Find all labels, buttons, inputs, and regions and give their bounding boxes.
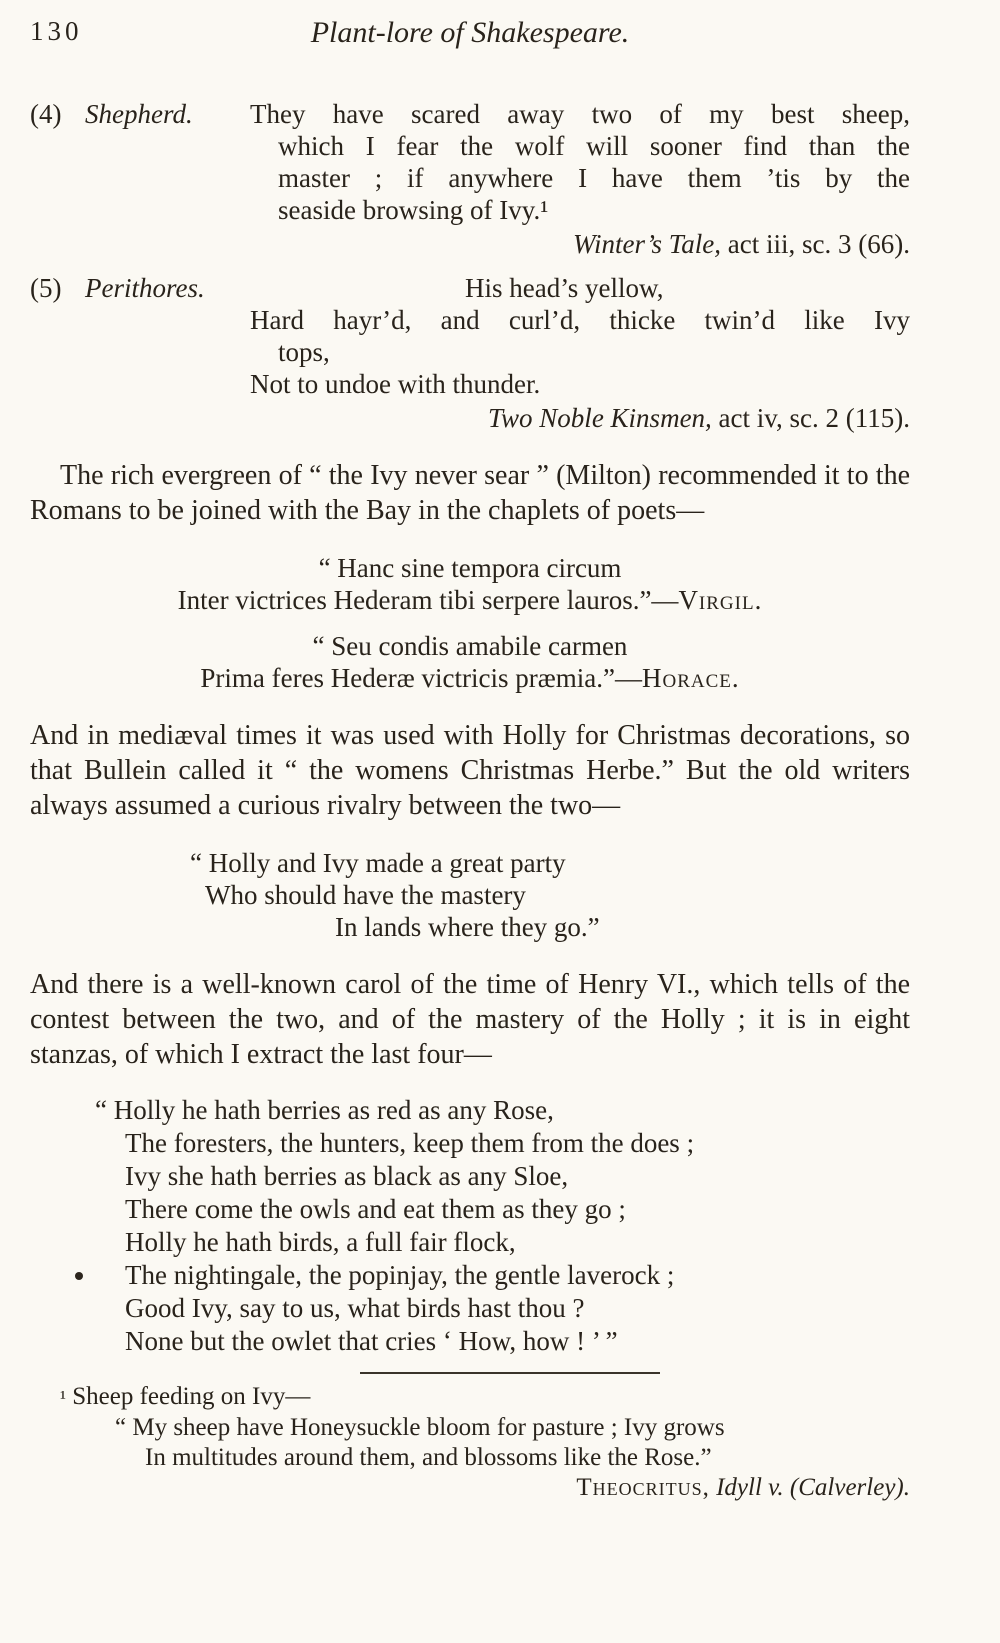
carol-line: None but the owlet that cries ‘ How, how ! ’ ” (125, 1326, 618, 1356)
latin-line (30, 584, 910, 616)
source-citation (30, 228, 910, 260)
quotation-5 (30, 272, 910, 400)
speaker-name: Perithores. (85, 273, 205, 303)
latin-line: “ Seu condis amabile carmen (312, 631, 628, 661)
carol-verse (95, 1094, 910, 1358)
footnote-marker: ¹ (60, 1387, 66, 1409)
page-header (30, 16, 910, 64)
footnote (30, 1382, 910, 1503)
verse-line: In lands where they go.” (335, 912, 600, 942)
footnote-line: “ My sheep have Honeysuckle bloom for pasture ; Ivy grows (115, 1414, 725, 1441)
source-detail: act iii, sc. 3 (66). (721, 229, 910, 259)
latin-line-text: Prima feres Hederæ victricis præmia.”— (200, 663, 642, 693)
footnote-intro (60, 1382, 910, 1413)
carol-line: The foresters, the hunters, keep them from the does ; (125, 1128, 695, 1158)
footnote-intro-text: Sheep feeding on Ivy— (66, 1383, 311, 1410)
verse-line: “ Holly and Ivy made a great party (190, 848, 566, 878)
footnote-line: In multitudes around them, and blossoms like the Rose.” (145, 1444, 712, 1471)
paragraph: The rich evergreen of “ the Ivy never sear ” (Milton) recommended it to the Romans to be joined with the Bay in the chaplets of poets— (30, 460, 910, 526)
quotation-4 (30, 98, 910, 226)
quote-label: (5) (30, 273, 62, 303)
quote-line: master ; if anywhere I have them ’tis by the (278, 163, 910, 193)
quote-line: Not to undoe with thunder. (250, 369, 541, 399)
latin-verse-virgil (30, 552, 910, 616)
footnote-citation (30, 1473, 910, 1503)
quote-line: seaside browsing of Ivy.¹ (278, 195, 549, 225)
source-detail: act iv, sc. 2 (115). (711, 403, 910, 433)
carol-line: Ivy she hath berries as black as any Sloe, (125, 1161, 569, 1191)
carol-line: Good Ivy, say to us, what birds hast thou ? (125, 1293, 585, 1323)
quote-text (250, 272, 910, 400)
source-citation (30, 402, 910, 434)
quote-text (250, 98, 910, 226)
paragraph: And there is a well-known carol of the time of Henry VI., which tells of the contest between the two, and of the mastery of the Holly ; it is in eight stanzas, of which I extract the last four— (30, 969, 910, 1070)
quote-line: They have scared away two of my best sheep, (250, 99, 910, 129)
paragraph: And in mediæval times it was used with Holly for Christmas decorations, so that Bullein called it “ the womens Christmas Herbe.” But the old writers always assumed a curious rivalry between the two— (30, 720, 910, 821)
quote-line: which I fear the wolf will sooner find than the (278, 131, 910, 161)
ink-spot (75, 1272, 83, 1280)
latin-line (30, 662, 910, 694)
latin-line: “ Hanc sine tempora circum (318, 553, 622, 583)
source-title: Two Noble Kinsmen, (488, 403, 712, 433)
carol-line: Holly he hath birds, a full fair flock, (125, 1227, 516, 1257)
footnote-divider (360, 1372, 660, 1374)
latin-verse-horace (30, 630, 910, 694)
carol-line: “ Holly he hath berries as red as any Rose, (95, 1095, 554, 1125)
verse-line: Who should have the mastery (205, 880, 526, 910)
speaker-name: Shepherd. (85, 99, 193, 129)
running-title: Plant-lore of Shakespeare. (310, 16, 630, 49)
author-name: Virgil. (678, 585, 763, 615)
latin-line-text: Inter victrices Hederam tibi serpere lauros.”— (177, 585, 679, 615)
quote-line: tops, (278, 337, 330, 367)
source-title: Winter’s Tale, (573, 229, 722, 259)
footnote-author: Theocritus, (576, 1474, 710, 1501)
footnote-work: Idyll v. (Calverley). (709, 1474, 910, 1501)
carol-line: There come the owls and eat them as they go ; (125, 1194, 626, 1224)
quote-label: (4) (30, 99, 62, 129)
verse-holly-ivy (30, 847, 910, 943)
quote-line: Hard hayr’d, and curl’d, thicke twin’d like Ivy (250, 305, 910, 335)
author-name: Horace. (641, 663, 740, 693)
quote-line: His head’s yellow, (465, 273, 664, 303)
page-number: 130 (30, 16, 83, 46)
carol-line: The nightingale, the popinjay, the gentle laverock ; (125, 1260, 675, 1290)
